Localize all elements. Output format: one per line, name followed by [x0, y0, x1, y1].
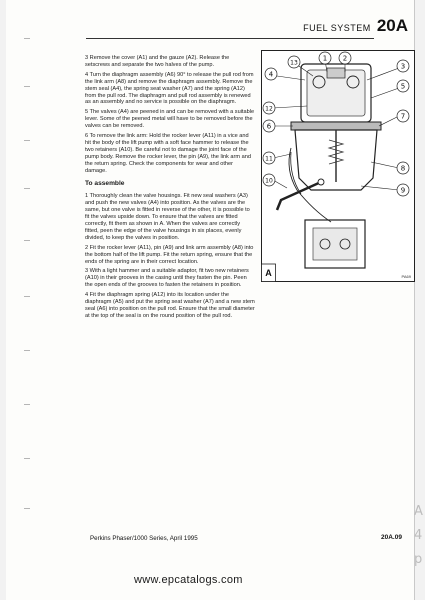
paragraph: 4 Turn the diaphragm assembly (A6) 90° to release the pull rod from the link arm (A8) and remove the diaphragm assembly. Remove the stem seal (A4), the spring seat washer (A7) and the spring (A12) from the pull rod. The diaphragm and pull rod assembly is renewed as an assembly and no service is possible on the diaphragm. — [85, 71, 254, 106]
paragraph: 6 To remove the link arm: Hold the rocker lever (A11) in a vice and hit the body of the lift pump with a soft face hammer to release the two retainers (A10). Be careful not to damage the joint face of the pump body. Remove the rocker lever, the pin (A9), the link arm and the return spring. Check the components for wear and other damage. — [85, 133, 251, 174]
figure-code: PA69 — [401, 274, 411, 279]
footer-page-number: 20A.09 — [381, 534, 402, 541]
paragraph: 5 The valves (A4) are peened in and can be removed with a suitable lever. Some of the peened metal will have to be removed before the valves can be removed. — [85, 109, 255, 130]
footer-publication: Perkins Phaser/1000 Series, April 1995 — [90, 535, 198, 542]
page-header — [303, 16, 408, 36]
manual-page — [6, 0, 415, 600]
callout-label: 13 — [290, 59, 298, 67]
next-page-edge — [414, 500, 425, 572]
ghost-char: 4 — [414, 528, 423, 543]
section-title: FUEL SYSTEM — [303, 23, 371, 33]
callout-label: 7 — [400, 112, 406, 121]
paragraph: 3 Remove the cover (A1) and the gauze (A2). Release the setscrews and separate the two halves of the pump. — [85, 55, 230, 68]
ghost-char: p — [414, 552, 423, 567]
header-rule — [86, 38, 374, 39]
margin-mark — [24, 240, 30, 241]
margin-mark — [24, 188, 30, 189]
margin-mark — [24, 458, 30, 459]
callout-label: 11 — [265, 155, 273, 163]
callout-label: 8 — [400, 164, 406, 173]
callout-label: 1 — [322, 54, 328, 63]
margin-mark — [24, 86, 30, 87]
ghost-char: A — [414, 504, 423, 519]
callout-label: 4 — [268, 70, 274, 79]
diagram-svg — [261, 50, 415, 282]
margin-mark — [24, 350, 30, 351]
section-heading: To assemble — [85, 179, 125, 187]
margin-mark — [24, 508, 30, 509]
paragraph: 4 Fit the diaphragm spring (A12) into its location under the diaphragm (A5) and put the spring seat washer (A7) and a new stem seal (A6) into position on the pull rod. Ensure that the small diameter at the top of the seal is on the round position of the pull rod. — [85, 292, 255, 319]
margin-mark — [24, 404, 30, 405]
paragraph: 2 Fit the rocker lever (A11), pin (A9) and link arm assembly (A8) into the bottom half of the lift pump. Fit the return spring, ensure that the ends of the spring are in their correct location. — [85, 244, 254, 265]
callout-label: 6 — [266, 122, 272, 131]
paragraph: 3 With a light hammer and a suitable adaptor, fit two new retainers (A10) in their grooves in the casing until they fasten the pin. Peen the open ends of the grooves to fasten the retainers in position. — [85, 268, 249, 289]
lift-pump-diagram — [261, 50, 415, 282]
margin-mark — [24, 296, 30, 297]
watermark-link[interactable]: www.epcatalogs.com — [134, 574, 243, 586]
callout-label: 3 — [400, 62, 406, 71]
callout-label: 9 — [400, 186, 406, 195]
margin-mark — [24, 38, 30, 39]
margin-mark — [24, 140, 30, 141]
figure-panel-label: A — [265, 268, 272, 278]
section-number: 20A — [376, 16, 408, 35]
callout-label: 10 — [265, 177, 273, 185]
callout-label: 12 — [265, 105, 273, 113]
callout-label: 2 — [342, 54, 348, 63]
paragraph: 1 Thoroughly clean the valve housings. Fit new seal washers (A3) and push the new valves (A4) into position. As the valves are the same, but one valve is fitted in reverse of the other, it is possible to fit the valves upside down. To ensure that the valves are fitted correctly, fit them as shown in A. When the valves are correctly fitted, peen the edge of the valve housings in six places, evenly divided, to keep the valves in position. — [85, 193, 250, 241]
callout-label: 5 — [400, 82, 406, 91]
body-text — [85, 55, 255, 323]
